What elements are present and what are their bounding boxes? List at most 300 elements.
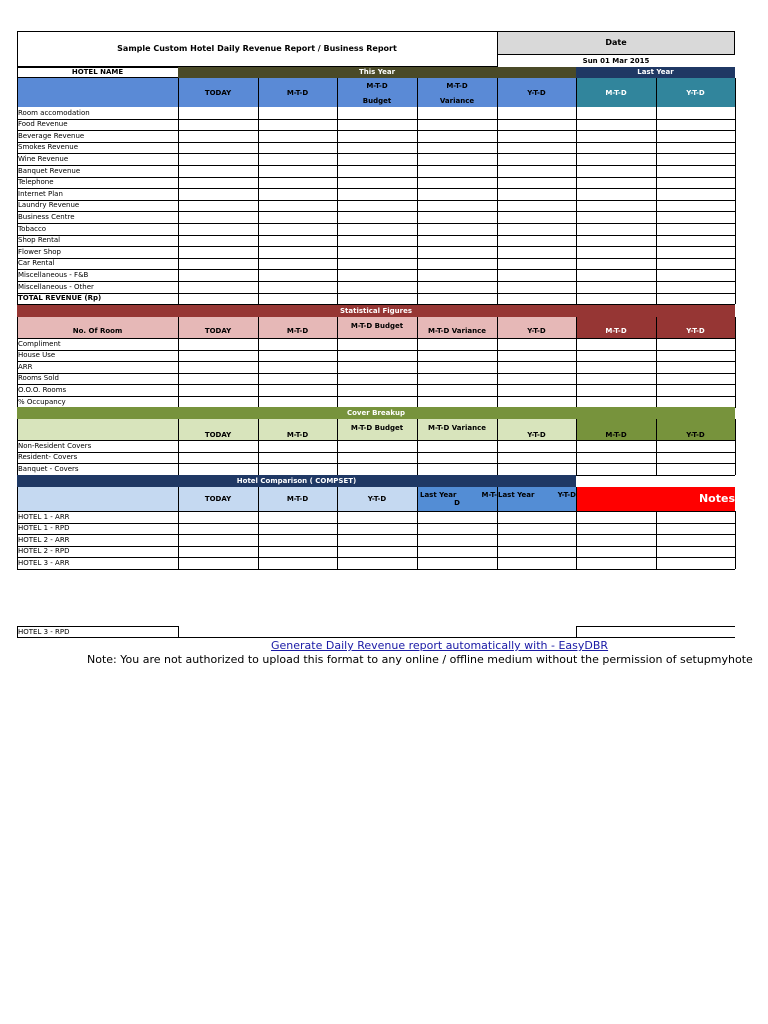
cover-row-divider bbox=[337, 440, 338, 452]
revenue-row-divider bbox=[417, 153, 418, 165]
revenue-total-row-divider bbox=[258, 293, 259, 305]
cover-hdr-today: TODAY bbox=[204, 431, 232, 439]
revenue-row-divider bbox=[497, 235, 498, 247]
revenue-row-divider bbox=[735, 281, 736, 293]
revenue-row-divider bbox=[258, 107, 259, 119]
stats-row-divider bbox=[656, 396, 657, 408]
stats-row-divider bbox=[497, 361, 498, 373]
compset-last-top-right bbox=[576, 626, 735, 627]
revenue-row-label: Business Centre bbox=[18, 212, 75, 221]
revenue-row-divider bbox=[337, 235, 338, 247]
revenue-row-divider bbox=[497, 246, 498, 258]
revenue-row-divider bbox=[417, 119, 418, 131]
compset-row-line bbox=[17, 569, 735, 570]
compset-hdr-today: TODAY bbox=[204, 495, 232, 503]
stats-row-divider bbox=[735, 384, 736, 396]
stats-row-divider bbox=[656, 361, 657, 373]
revenue-row-divider bbox=[656, 258, 657, 270]
revenue-row-divider bbox=[656, 165, 657, 177]
revenue-row-divider bbox=[735, 200, 736, 212]
compset-row-divider bbox=[258, 546, 259, 558]
revenue-row-divider bbox=[576, 200, 577, 212]
revenue-total-row-divider bbox=[576, 293, 577, 305]
revenue-row-divider bbox=[258, 223, 259, 235]
rev-hdr-variance-1: M-T-D bbox=[446, 82, 468, 90]
revenue-row-divider bbox=[417, 281, 418, 293]
revenue-row-divider bbox=[656, 188, 657, 200]
stats-row-divider bbox=[337, 350, 338, 362]
cover-row-divider bbox=[258, 463, 259, 475]
revenue-row-divider bbox=[735, 107, 736, 119]
revenue-total-row-divider bbox=[178, 293, 179, 305]
cover-row-label: Non-Resident Covers bbox=[18, 441, 92, 450]
revenue-row-divider bbox=[735, 130, 736, 142]
stats-row-divider bbox=[258, 384, 259, 396]
compset-row-divider bbox=[656, 511, 657, 523]
stats-row-divider bbox=[337, 361, 338, 373]
compset-row-label: HOTEL 2 - ARR bbox=[18, 535, 70, 544]
rev-hdr-today: TODAY bbox=[204, 89, 232, 97]
compset-row-divider bbox=[258, 557, 259, 569]
revenue-row-divider bbox=[656, 130, 657, 142]
cover-hdr-ytd: Y-T-D bbox=[527, 431, 546, 439]
stats-row-divider bbox=[258, 338, 259, 350]
revenue-row-divider bbox=[417, 246, 418, 258]
stats-hdr-mtd: M-T-D bbox=[286, 327, 309, 335]
revenue-row-divider bbox=[258, 235, 259, 247]
compset-row-divider bbox=[337, 546, 338, 558]
compset-row-divider bbox=[497, 546, 498, 558]
cover-row-divider bbox=[576, 463, 577, 475]
last-year-label: Last Year bbox=[637, 68, 674, 76]
compset-row-label: HOTEL 1 - ARR bbox=[18, 512, 70, 521]
stats-row-label: House Use bbox=[18, 351, 56, 360]
compset-row-divider bbox=[735, 511, 736, 523]
stats-row-divider bbox=[417, 361, 418, 373]
hotel-name-label: HOTEL NAME bbox=[71, 68, 124, 76]
revenue-row-divider bbox=[417, 223, 418, 235]
cover-row-divider bbox=[656, 440, 657, 452]
revenue-row-divider bbox=[735, 188, 736, 200]
stats-hdr-ytd: Y-T-D bbox=[527, 327, 546, 335]
revenue-row-divider bbox=[497, 153, 498, 165]
revenue-row-divider bbox=[656, 200, 657, 212]
revenue-total-row-divider bbox=[735, 293, 736, 305]
revenue-row-divider bbox=[337, 269, 338, 281]
compset-hdr-ly-ytd: Y-T-D bbox=[557, 491, 576, 499]
this-year-label: This Year bbox=[358, 68, 396, 76]
rev-hdr-budget-1: M-T-D bbox=[366, 82, 388, 90]
cover-row-divider bbox=[735, 440, 736, 452]
cover-hdr-variance: M-T-D Variance bbox=[428, 424, 486, 432]
stats-row-divider bbox=[735, 361, 736, 373]
compset-row-label: HOTEL 2 - RPD bbox=[18, 547, 70, 556]
revenue-row-divider bbox=[576, 165, 577, 177]
compset-row-divider bbox=[178, 546, 179, 558]
revenue-row-divider bbox=[178, 281, 179, 293]
cover-row-label: Banquet - Covers bbox=[18, 464, 79, 473]
revenue-row-divider bbox=[258, 142, 259, 154]
stats-hdr-budget: M-T-D Budget bbox=[350, 322, 404, 330]
stats-row-divider bbox=[417, 384, 418, 396]
stats-row-divider bbox=[417, 338, 418, 350]
stats-row-divider bbox=[258, 350, 259, 362]
cover-row-divider bbox=[576, 452, 577, 464]
compset-hdr-ytd: Y-T-D bbox=[367, 495, 387, 503]
compset-hdr-ly-ytd-label: Last Year bbox=[498, 491, 535, 499]
stats-row-divider bbox=[497, 350, 498, 362]
revenue-row-divider bbox=[337, 211, 338, 223]
revenue-row-label: Beverage Revenue bbox=[18, 131, 85, 140]
revenue-row-divider bbox=[576, 130, 577, 142]
stats-row-divider bbox=[576, 338, 577, 350]
stats-band-label: Statistical Figures bbox=[339, 307, 413, 315]
revenue-row-divider bbox=[735, 269, 736, 281]
revenue-row-label: Internet Plan bbox=[18, 189, 63, 198]
revenue-row-divider bbox=[258, 269, 259, 281]
cover-row-divider bbox=[656, 452, 657, 464]
revenue-row-divider bbox=[576, 142, 577, 154]
compset-row-divider bbox=[258, 534, 259, 546]
revenue-row-label: Banquet Revenue bbox=[18, 166, 81, 175]
revenue-row-divider bbox=[735, 258, 736, 270]
stats-row-divider bbox=[417, 396, 418, 408]
revenue-row-label: Food Revenue bbox=[18, 120, 68, 129]
revenue-row-label: Miscellaneous - Other bbox=[18, 282, 94, 291]
cover-row-divider bbox=[735, 463, 736, 475]
revenue-row-divider bbox=[337, 188, 338, 200]
revenue-row-divider bbox=[656, 211, 657, 223]
revenue-row-divider bbox=[258, 258, 259, 270]
revenue-row-divider bbox=[417, 235, 418, 247]
revenue-row-divider bbox=[337, 165, 338, 177]
stats-row-divider bbox=[258, 361, 259, 373]
stats-row-divider bbox=[178, 350, 179, 362]
revenue-row-divider bbox=[178, 119, 179, 131]
stats-row-divider bbox=[497, 384, 498, 396]
revenue-row-divider bbox=[337, 223, 338, 235]
revenue-row-divider bbox=[258, 177, 259, 189]
stats-row-divider bbox=[576, 396, 577, 408]
revenue-row-label: Car Rental bbox=[18, 259, 55, 268]
stats-hdr-ly-ytd: Y-T-D bbox=[686, 327, 705, 335]
rev-hdr-variance-2: Variance bbox=[439, 97, 475, 105]
stats-row-divider bbox=[656, 338, 657, 350]
revenue-row-divider bbox=[178, 107, 179, 119]
cover-row-divider bbox=[178, 440, 179, 452]
compset-row-divider bbox=[497, 511, 498, 523]
stats-row-divider bbox=[258, 373, 259, 385]
stats-row-divider bbox=[656, 384, 657, 396]
compset-row-divider bbox=[497, 557, 498, 569]
compset-row-divider bbox=[656, 546, 657, 558]
stats-row-divider bbox=[178, 338, 179, 350]
revenue-row-divider bbox=[735, 246, 736, 258]
compset-row-divider bbox=[417, 523, 418, 535]
compset-row-divider bbox=[337, 511, 338, 523]
revenue-row-divider bbox=[497, 281, 498, 293]
stats-row-divider bbox=[337, 384, 338, 396]
cover-hdr-mtd: M-T-D bbox=[286, 431, 309, 439]
cover-row-label: Resident- Covers bbox=[18, 453, 78, 462]
cover-hdr-budget: M-T-D Budget bbox=[350, 424, 404, 432]
stats-header-divider bbox=[735, 317, 736, 338]
revenue-row-divider bbox=[656, 235, 657, 247]
revenue-row-divider bbox=[497, 223, 498, 235]
cover-row-divider bbox=[656, 463, 657, 475]
revenue-row-divider bbox=[178, 153, 179, 165]
revenue-row-divider bbox=[497, 177, 498, 189]
compset-row-divider bbox=[417, 534, 418, 546]
stats-row-label: Compliment bbox=[18, 339, 61, 348]
compset-row-divider bbox=[417, 546, 418, 558]
compset-row-divider bbox=[735, 557, 736, 569]
revenue-row-divider bbox=[656, 177, 657, 189]
compset-row-divider bbox=[178, 534, 179, 546]
revenue-row-divider bbox=[258, 188, 259, 200]
revenue-row-divider bbox=[417, 130, 418, 142]
revenue-row-divider bbox=[417, 142, 418, 154]
revenue-row-divider bbox=[258, 246, 259, 258]
revenue-row-divider bbox=[178, 269, 179, 281]
revenue-row-label: Telephone bbox=[18, 178, 54, 187]
revenue-row-label: Flower Shop bbox=[18, 247, 61, 256]
revenue-row-divider bbox=[576, 153, 577, 165]
revenue-row-label: Smokes Revenue bbox=[18, 143, 79, 152]
revenue-row-divider bbox=[258, 281, 259, 293]
stats-hdr-rooms: No. Of Room bbox=[72, 327, 123, 335]
revenue-row-label: Tobacco bbox=[18, 224, 47, 233]
stats-row-divider bbox=[735, 373, 736, 385]
cover-row-divider bbox=[178, 452, 179, 464]
stats-row-divider bbox=[417, 373, 418, 385]
revenue-row-divider bbox=[178, 177, 179, 189]
revenue-row-divider bbox=[417, 269, 418, 281]
revenue-row-divider bbox=[178, 223, 179, 235]
revenue-row-divider bbox=[656, 223, 657, 235]
revenue-row-divider bbox=[417, 107, 418, 119]
compset-hdr-ly-d: D bbox=[454, 499, 460, 507]
revenue-row-divider bbox=[735, 165, 736, 177]
rev-hdr-ly-mtd: M-T-D bbox=[605, 89, 627, 97]
cover-row-divider bbox=[576, 440, 577, 452]
revenue-row-divider bbox=[258, 153, 259, 165]
stats-row-divider bbox=[178, 373, 179, 385]
compset-row-divider bbox=[656, 557, 657, 569]
revenue-row-divider bbox=[735, 142, 736, 154]
revenue-row-divider bbox=[497, 107, 498, 119]
compset-last-divider bbox=[178, 626, 179, 637]
cover-row-divider bbox=[417, 440, 418, 452]
revenue-row-divider bbox=[337, 246, 338, 258]
revenue-row-divider bbox=[178, 258, 179, 270]
rev-hdr-ly-ytd: Y-T-D bbox=[686, 89, 705, 97]
compset-band-label: Hotel Comparison ( COMPSET) bbox=[236, 477, 357, 485]
date-value: Sun 01 Mar 2015 bbox=[582, 57, 650, 65]
stats-row-divider bbox=[735, 338, 736, 350]
revenue-row-divider bbox=[178, 165, 179, 177]
revenue-row-label: Room accomodation bbox=[18, 108, 90, 117]
revenue-row-divider bbox=[576, 223, 577, 235]
compset-row-divider bbox=[735, 546, 736, 558]
revenue-row-divider bbox=[337, 153, 338, 165]
revenue-row-divider bbox=[576, 119, 577, 131]
revenue-row-divider bbox=[337, 142, 338, 154]
revenue-row-divider bbox=[337, 119, 338, 131]
compset-row-divider bbox=[576, 534, 577, 546]
revenue-row-divider bbox=[178, 188, 179, 200]
stats-row-divider bbox=[337, 338, 338, 350]
compset-row-divider bbox=[337, 523, 338, 535]
stats-row-divider bbox=[337, 396, 338, 408]
revenue-row-divider bbox=[178, 235, 179, 247]
stats-row-divider bbox=[497, 396, 498, 408]
revenue-row-divider bbox=[417, 177, 418, 189]
notes-label: Notes bbox=[698, 492, 735, 505]
compset-hdr-ly-mt: M-T- bbox=[481, 491, 497, 499]
revenue-row-divider bbox=[576, 246, 577, 258]
rev-hdr-ytd: Y-T-D bbox=[527, 89, 546, 97]
revenue-row-divider bbox=[258, 211, 259, 223]
revenue-row-divider bbox=[417, 200, 418, 212]
date-label: Date bbox=[605, 38, 627, 47]
revenue-row-divider bbox=[337, 200, 338, 212]
permission-note: Note: You are not authorized to upload this format to any online / offline medium without the permission of setupmyhote bbox=[87, 653, 753, 666]
stats-row-divider bbox=[735, 396, 736, 408]
revenue-row-divider bbox=[497, 211, 498, 223]
compset-row-divider bbox=[576, 557, 577, 569]
compset-row-divider bbox=[735, 523, 736, 535]
revenue-row-divider bbox=[417, 165, 418, 177]
revenue-row-divider bbox=[497, 269, 498, 281]
revenue-row-divider bbox=[417, 258, 418, 270]
rev-hdr-mtd: M-T-D bbox=[286, 89, 309, 97]
compset-row-divider bbox=[337, 557, 338, 569]
revenue-row-divider bbox=[735, 223, 736, 235]
stats-hdr-ly-mtd: M-T-D bbox=[605, 327, 627, 335]
compset-row-label: HOTEL 1 - RPD bbox=[18, 524, 70, 533]
cover-row-divider bbox=[337, 463, 338, 475]
revenue-row-divider bbox=[497, 142, 498, 154]
revenue-row-divider bbox=[576, 211, 577, 223]
stats-row-divider bbox=[258, 396, 259, 408]
cover-row-divider bbox=[337, 452, 338, 464]
revenue-row-divider bbox=[735, 235, 736, 247]
revenue-row-divider bbox=[337, 258, 338, 270]
revenue-row-divider bbox=[656, 269, 657, 281]
revenue-row-divider bbox=[576, 188, 577, 200]
stats-row-divider bbox=[576, 350, 577, 362]
revenue-row-divider bbox=[497, 119, 498, 131]
compset-last-row-label: HOTEL 3 - RPD bbox=[18, 627, 70, 636]
revenue-row-divider bbox=[258, 200, 259, 212]
revenue-row-divider bbox=[576, 235, 577, 247]
compset-row-divider bbox=[497, 523, 498, 535]
compset-hdr-ly-label: Last Year bbox=[420, 491, 457, 499]
compset-row-label: HOTEL 3 - ARR bbox=[18, 558, 70, 567]
cover-row-divider bbox=[497, 440, 498, 452]
revenue-row-divider bbox=[258, 165, 259, 177]
revenue-row-divider bbox=[576, 107, 577, 119]
revenue-row-divider bbox=[735, 211, 736, 223]
stats-row-divider bbox=[178, 361, 179, 373]
compset-row-divider bbox=[258, 523, 259, 535]
revenue-row-divider bbox=[576, 258, 577, 270]
revenue-row-divider bbox=[497, 258, 498, 270]
revenue-row-divider bbox=[258, 130, 259, 142]
revenue-row-divider bbox=[576, 269, 577, 281]
compset-row-divider bbox=[337, 534, 338, 546]
revenue-row-divider bbox=[497, 130, 498, 142]
stats-row-divider bbox=[337, 373, 338, 385]
cover-row-divider bbox=[258, 440, 259, 452]
cover-hdr-ly-ytd: Y-T-D bbox=[686, 431, 705, 439]
revenue-row-divider bbox=[497, 188, 498, 200]
cover-hdr-ly-mtd: M-T-D bbox=[605, 431, 627, 439]
stats-row-divider bbox=[497, 373, 498, 385]
revenue-row-divider bbox=[735, 177, 736, 189]
stats-row-divider bbox=[576, 361, 577, 373]
cover-row-divider bbox=[417, 463, 418, 475]
revenue-row-divider bbox=[178, 200, 179, 212]
revenue-row-divider bbox=[576, 281, 577, 293]
revenue-row-divider bbox=[656, 107, 657, 119]
cover-row-divider bbox=[735, 452, 736, 464]
revenue-header-divider bbox=[735, 78, 736, 107]
revenue-row-divider bbox=[497, 165, 498, 177]
stats-row-divider bbox=[656, 373, 657, 385]
revenue-row-divider bbox=[656, 246, 657, 258]
revenue-row-divider bbox=[735, 153, 736, 165]
stats-row-divider bbox=[178, 396, 179, 408]
compset-row-divider bbox=[178, 523, 179, 535]
stats-row-divider bbox=[576, 373, 577, 385]
revenue-row-divider bbox=[656, 281, 657, 293]
revenue-row-divider bbox=[337, 281, 338, 293]
revenue-total-row-divider bbox=[337, 293, 338, 305]
revenue-row-divider bbox=[258, 119, 259, 131]
revenue-row-divider bbox=[178, 246, 179, 258]
cover-row-divider bbox=[417, 452, 418, 464]
revenue-row-divider bbox=[337, 130, 338, 142]
compset-row-divider bbox=[178, 557, 179, 569]
rev-hdr-budget-2: Budget bbox=[362, 97, 392, 105]
compset-row-divider bbox=[656, 534, 657, 546]
revenue-row-divider bbox=[337, 177, 338, 189]
revenue-row-divider bbox=[656, 142, 657, 154]
cover-band-label: Cover Breakup bbox=[346, 409, 406, 417]
revenue-row-divider bbox=[337, 107, 338, 119]
compset-row-divider bbox=[576, 511, 577, 523]
revenue-row-divider bbox=[178, 211, 179, 223]
stats-hdr-variance: M-T-D Variance bbox=[428, 327, 486, 335]
easydbr-link[interactable]: Generate Daily Revenue report automatically with - EasyDBR bbox=[271, 639, 609, 652]
revenue-row-divider bbox=[656, 119, 657, 131]
compset-row-divider bbox=[656, 523, 657, 535]
cover-row-divider bbox=[497, 463, 498, 475]
stats-row-label: % Occupancy bbox=[18, 397, 66, 406]
revenue-row-label: Miscellaneous - F&B bbox=[18, 270, 89, 279]
revenue-total-row-divider bbox=[656, 293, 657, 305]
cover-row-divider bbox=[258, 452, 259, 464]
stats-row-divider bbox=[497, 338, 498, 350]
compset-row-divider bbox=[417, 511, 418, 523]
revenue-row-divider bbox=[576, 177, 577, 189]
compset-row-divider bbox=[735, 534, 736, 546]
compset-row-divider bbox=[417, 557, 418, 569]
total-revenue-label: TOTAL REVENUE (Rp) bbox=[18, 294, 102, 303]
compset-last-divider bbox=[576, 626, 577, 637]
